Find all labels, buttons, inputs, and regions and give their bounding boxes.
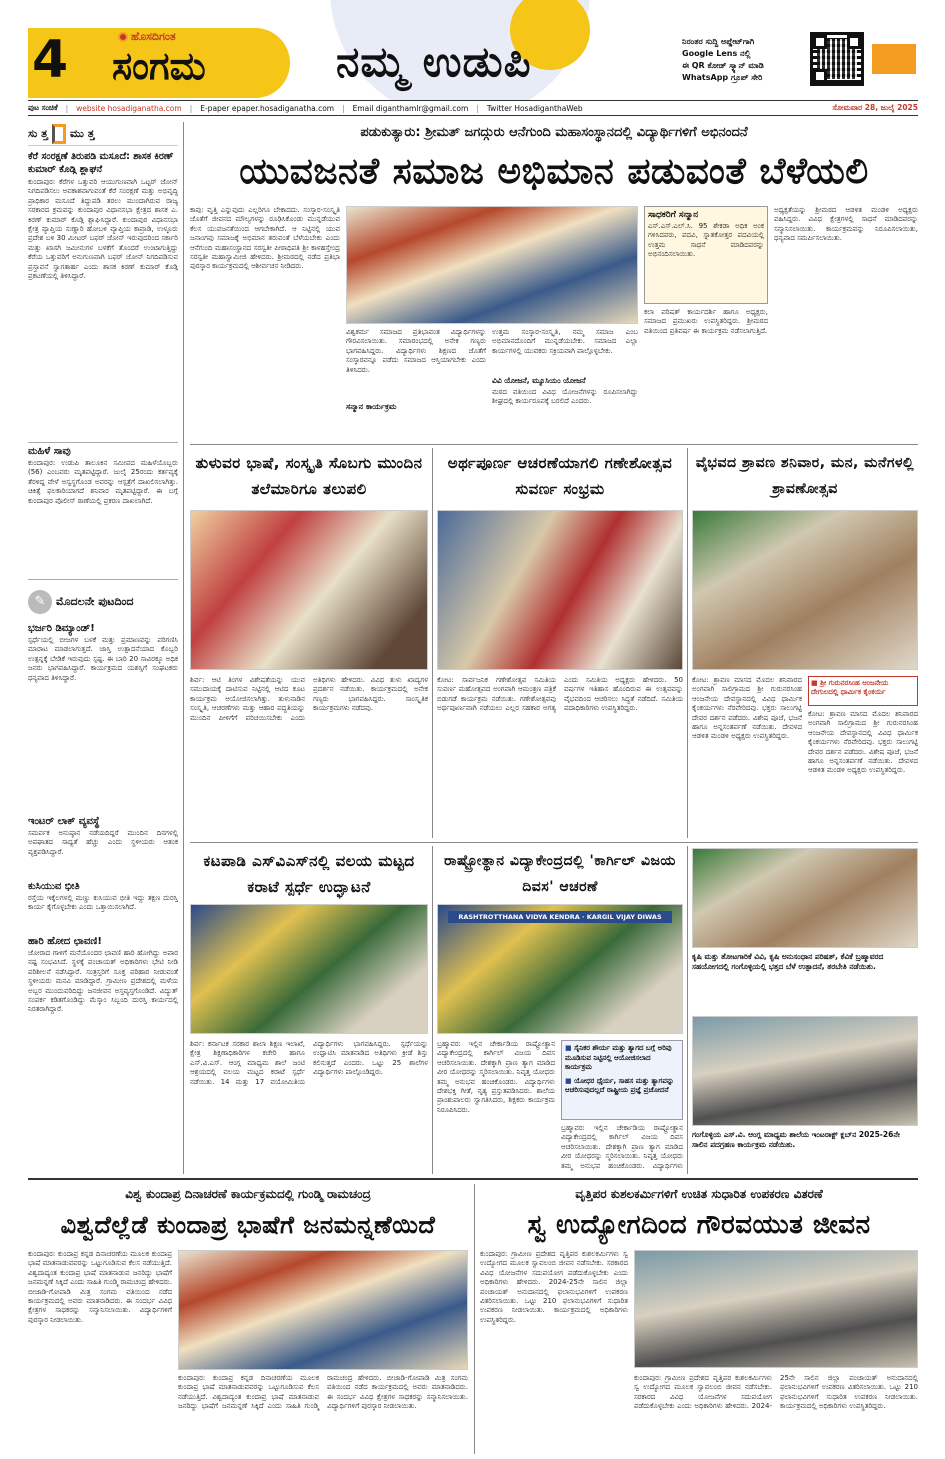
lead-sub-2: ವಿವಿ ಯೋಜನೆ, ಮ್ಯೂಸಿಯಂ ಯೋಜನೆ xyxy=(492,376,586,385)
story-caption-box xyxy=(808,676,918,706)
feature-photo-1 xyxy=(692,848,918,948)
email-link[interactable]: Email diganthamlr@gmail.com xyxy=(352,103,469,113)
continued-label: ಮೊದಲನೇ ಪುಟದಿಂದ xyxy=(56,594,134,608)
story-body: ಕೋಟ: ಸಾರ್ವಜನಿಕ ಗಣೇಶೋತ್ಸವ ಸಮಿತಿಯ ಸುವರ್ಣ ಮಹೋತ್ಸವದ ಅಂಗವಾಗಿ ಆಮಂತ್ರಣ ಪತ್ರಿಕೆ ಬಿಡುಗಡೆ ಕಾರ್ಯಕ್ರಮ ನಡೆಯಿತು. ಗಣೇಶೋತ್ಸವವು ಅರ್ಥಪೂರ್ಣವಾಗಿ ನಡೆಯಲು ಎಲ್ಲರ ಸಹಕಾರ ಅಗತ್ಯ ಎಂದು ಸಮಿತಿಯ ಅಧ್ಯಕ್ಷರು ಹೇಳಿದರು. 50 ವರ್ಷಗಳ ಇತಿಹಾಸ ಹೊಂದಿರುವ ಈ ಉತ್ಸವವನ್ನು ವೈಭವದಿಂದ ಆಚರಿಸಲು ಸಿದ್ಧತೆ ನಡೆದಿದೆ. ಸಮಿತಿಯ ಪದಾಧಿಕಾರಿಗಳು ಉಪಸ್ಥಿತರಿದ್ದರು. xyxy=(437,676,683,713)
highlight-box xyxy=(561,1040,683,1120)
caption-bullet-icon: ■ xyxy=(811,679,821,687)
lead-col-4: ಕಲಾ ಪರಿಷತ್ ಕಾರ್ಯದರ್ಶಿ ಹಾಗೂ ಅಧ್ಯಕ್ಷರು, ಸಮಾಜದ ಪ್ರಮುಖರು ಉಪಸ್ಥಿತರಿದ್ದರು. ಶ್ರೀಮಠದ ವತಿಯಿಂದ ಪ್ರತಿವರ್ಷ ಈ ಕಾರ್ಯಕ್ರಮ ನಡೆಸಲಾಗುತ್ತಿದೆ. xyxy=(644,308,768,335)
lead-col-3b: ಮಠದ ವತಿಯಿಂದ ವಿವಿಧ ಯೋಜನೆಗಳನ್ನು ರೂಪಿಸಲಾಗಿದ್ದು ಶೀಘ್ರದಲ್ಲಿ ಕಾರ್ಯರೂಪಕ್ಕೆ ಬರಲಿದೆ ಎಂದರು. xyxy=(492,388,638,406)
brand-large: ಸಂಗಮ xyxy=(112,44,206,88)
story-photo xyxy=(437,904,683,1034)
sidebar-item xyxy=(28,623,178,812)
lead-col-3: ಉತ್ತಮ ಸಂಸ್ಕಾರ-ಸಂಸ್ಕೃತಿ, ನಮ್ಮ ಸಮಾಜ ಎಂಬ ಅಭಿಮಾನದೊಂದಿಗೆ ಮುನ್ನಡೆಯಬೇಕು. ಸಮಾಜದ ಎಲ್ಲಾ ಕಾರ್ಯಗಳಲ್ಲಿ ಯುವಕರು ಸಕ್ರಿಯವಾಗಿ ಪಾಲ್ಗೊಳ್ಳಬೇಕು. xyxy=(492,328,638,355)
masthead-orange-block xyxy=(872,44,916,74)
bottom-divider xyxy=(28,1178,918,1180)
brand-logo-small xyxy=(118,30,176,44)
qr-promo xyxy=(682,36,812,84)
story-body: ಕುಂದಾಪುರ: ಗ್ರಾಮೀಣ ಪ್ರದೇಶದ ವೃತ್ತಿಪರ ಕುಶಲಕರ್ಮಿಗಳು ಸ್ವ ಉದ್ಯೋಗದ ಮೂಲಕ ಸ್ವಾವಲಂಬಿ ಜೀವನ ನಡೆಸಬೇಕು. ಸರಕಾರದ ವಿವಿಧ ಯೋಜನೆಗಳ ಸದುಪಯೋಗ ಪಡೆದುಕೊಳ್ಳಬೇಕು ಎಂದು ಅಧಿಕಾರಿಗಳು ಹೇಳಿದರು. 2024-25ನೇ ಸಾಲಿನ ಜಿಲ್ಲಾ ಪಂಚಾಯತ್ ಅನುದಾನದಲ್ಲಿ ಫಲಾನುಭವಿಗಳಿಗೆ ಉಪಕರಣ ವಿತರಿಸಲಾಯಿತು. ಒಟ್ಟು 210 ಫಲಾನುಭವಿಗಳಿಗೆ ಸುಧಾರಿತ ಉಪಕರಣ ನೀಡಲಾಯಿತು. ಕಾರ್ಯಕ್ರಮದಲ್ಲಿ ಅಧಿಕಾರಿಗಳು ಉಪಸ್ಥಿತರಿದ್ದರು. xyxy=(480,1250,628,1324)
story-body-cont: ಕೋಟ: ಶ್ರಾವಣ ಮಾಸದ ಮೊದಲ ಶನಿವಾರದ ಅಂಗವಾಗಿ ಸಾಲಿಗ್ರಾಮದ ಶ್ರೀ ಗುರುನರಸಿಂಹ ಆಂಜನೇಯ ದೇವಸ್ಥಾನದಲ್ಲಿ ವಿವಿಧ ಧಾರ್ಮಿಕ ಕೈಂಕರ್ಯಗಳು ನೆರವೇರಿದವು. ಭಕ್ತರು ಸಾಲುಗಟ್ಟಿ ದೇವರ ದರ್ಶನ ಪಡೆದರು. ವಿಶೇಷ ಪೂಜೆ, ಭಜನೆ ಹಾಗೂ ಅನ್ನಸಂತರ್ಪಣೆ ನಡೆಯಿತು. ದೇವಳದ ಆಡಳಿತ ಮಂಡಳಿ ಅಧ್ಯಕ್ಷರು ಉಪಸ್ಥಿತರಿದ್ದರು. xyxy=(808,710,918,775)
twitter-link[interactable]: Twitter HosadiganthaWeb xyxy=(486,103,583,113)
story-headline: ಸ್ವ ಉದ್ಯೋಗದಿಂದ ಗೌರವಯುತ ಜೀವನ xyxy=(527,1210,871,1240)
story-body: ಬ್ರಹ್ಮಾವರ: ಇಲ್ಲಿನ ಚೇರ್ಕಾಡಿಯ ರಾಷ್ಟ್ರೋತ್ಥಾನ ವಿದ್ಯಾಕೇಂದ್ರದಲ್ಲಿ ಕಾರ್ಗಿಲ್ ವಿಜಯ ದಿವಸ ಆಚರಿಸಲಾಯಿತು. ದೇಶಕ್ಕಾಗಿ ಪ್ರಾಣ ತ್ಯಾಗ ಮಾಡಿದ ವೀರ ಯೋಧರನ್ನು ಸ್ಮರಿಸಲಾಯಿತು. ನಿವೃತ್ತ ಯೋಧರು ತಮ್ಮ ಅನುಭವ ಹಂಚಿಕೊಂಡರು. ವಿದ್ಯಾರ್ಥಿಗಳು ದೇಶಭಕ್ತಿ ಗೀತೆ, ನೃತ್ಯ ಪ್ರಸ್ತುತಪಡಿಸಿದರು. ಶಾಲೆಯ ಪ್ರಾಂಶುಪಾಲರು ಸ್ವಾಗತಿಸಿದರು, ಶಿಕ್ಷಕರು ಕಾರ್ಯಕ್ರಮ ನಿರೂಪಿಸಿದರು. xyxy=(437,1040,555,1114)
pencil-icon: ✎ xyxy=(28,590,52,614)
section-tag: ಪುಟ ಸಂಚಿಕೆ xyxy=(28,103,58,112)
story-headline: ವಿಶ್ವದೆಲ್ಲೆಡೆ ಕುಂದಾಪ್ರ ಭಾಷೆಗೆ ಜನಮನ್ನಣೆಯಿದೆ xyxy=(60,1211,436,1239)
feature-caption-2: ಗಂಗೊಳ್ಳಿಯ ಎಸ್.ವಿ. ಆಂಗ್ಲ ಮಾಧ್ಯಮ ಶಾಲೆಯ ಇಂಟರಾಕ್ಟ್ ಕ್ಲಬ್‌ನ 2025-26ನೇ ಸಾಲಿನ ಪದಗ್ರಹಣ ಕಾರ್ಯಕ್ರಮ ನಡೆಯಿತು. xyxy=(692,1130,900,1149)
row-divider xyxy=(190,444,918,445)
sidebar-item-body: ಸ್ಪರ್ಧೆಯಲ್ಲಿ ಬೀಜಗಳ ಬಳಕೆ ಮತ್ತು ಪ್ರಮಾಣವನ್ನು ಪರಿಗಣಿಸಿ ಮಾರಾಟ ಮಾಡಲಾಗುತ್ತದೆ. ಜಾಸ್ತಿ ಉತ್ಪಾದನೆಯಾದ ಕೊಬ್ಬರಿ ಉತ್ಪನ್ನಕ್ಕೆ ಬೇಡಿಕೆ ಇರುವುದು ಸ್ಪಷ್ಟ. ಈ ಬಾರಿ 20 ಸಾವಿರಕ್ಕೂ ಅಧಿಕ ಜನರು ಭಾಗವಹಿಸಿದ್ದಾರೆ. ಕಾರ್ಯಕ್ರಮದ ಯಶಸ್ಸಿಗೆ ಸಂಘಟಕರು ಧನ್ಯವಾದ ತಿಳಿಸಿದ್ದಾರೆ. xyxy=(28,636,178,682)
sidebar-item xyxy=(28,936,178,1174)
brand-small-text: ಹೊಸದಿಗಂತ xyxy=(131,30,176,43)
highlight-item xyxy=(565,1077,679,1096)
sidebar-continued-banner xyxy=(28,579,178,619)
story-photo xyxy=(634,1250,918,1368)
col-divider xyxy=(432,448,433,838)
epaper-link[interactable]: E-paper epaper.hosadiganatha.com xyxy=(200,103,335,113)
promo-line-2: Google Lens ನಲ್ಲಿ xyxy=(682,49,751,58)
sidebar-item-body: ರಸ್ತೆಯ ಇಕ್ಕೆಲಗಳಲ್ಲಿ ಮಣ್ಣು ಕುಸಿಯುವ ಭೀತಿ ಇದ್ದು ತಕ್ಷಣ ದುರಸ್ತಿ ಕಾರ್ಯ ಕೈಗೊಳ್ಳಬೇಕು ಎಂದು ಒತ್ತಾಯಿಸಲಾಗಿದೆ. xyxy=(28,894,178,912)
sidebar-item xyxy=(28,816,178,877)
sidebar-divider xyxy=(183,122,184,1174)
story-kundapra xyxy=(28,1184,468,1454)
frame-icon xyxy=(52,124,66,144)
story-headline: ತುಳುವರ ಭಾಷೆ, ಸಂಸ್ಕೃತಿ ಸೊಬಗು ಮುಂದಿನ ತಲೆಮಾರಿಗೂ ತಲುಪಲಿ xyxy=(195,454,423,498)
story-kargil xyxy=(437,846,683,1174)
sidebar-item xyxy=(28,150,178,436)
story-photo xyxy=(190,904,428,1034)
sidebar-item-title: ಕುಸಿಯುವ ಭೀತಿ xyxy=(28,881,80,892)
sidebar-item-title: ಹಾರಿ ಹೋದ ಛಾವಣಿ! xyxy=(28,936,102,947)
story-headline: ಕಟಪಾಡಿ ಎಸ್‌ವಿಎಸ್‌ನಲ್ಲಿ ವಲಯ ಮಟ್ಟದ ಕರಾಟೆ ಸ್ಪರ್ಧೆ ಉದ್ಘಾಟನೆ xyxy=(203,852,415,896)
lead-col-2: ವಿಶ್ವಕರ್ಮ ಸಮಾಜದ ಪ್ರತಿಭಾವಂತ ವಿದ್ಯಾರ್ಥಿಗಳನ್ನು ಗೌರವಿಸಲಾಯಿತು. ಸಮಾರಂಭದಲ್ಲಿ ಅನೇಕ ಗಣ್ಯರು ಭಾಗವಹಿಸಿದ್ದರು. ವಿದ್ಯಾರ್ಥಿಗಳು ಶಿಕ್ಷಣದ ಜೊತೆಗೆ ಸಂಸ್ಕಾರವನ್ನೂ ಪಡೆದು ಸಮಾಜದ ಆಸ್ತಿಯಾಗಬೇಕು ಎಂದು ತಿಳಿಸಿದರು. xyxy=(346,328,486,374)
promo-line-3: ಈ QR ಕೋಡ್ ಸ್ಕ್ಯಾನ್ ಮಾಡಿ xyxy=(682,61,764,70)
story-body: ಶಿರ್ವ: ಆಟಿ ತಿಂಗಳ ವಿಶೇಷತೆಯನ್ನು ಯುವ ಸಮುದಾಯಕ್ಕೆ ದಾಟಿಸುವ ನಿಟ್ಟಿನಲ್ಲಿ ಆಟಿದ ಕೂಟ ಕಾರ್ಯಕ್ರಮ ಆಯೋಜಿಸಲಾಗಿತ್ತು. ತುಳುನಾಡಿನ ಸಂಸ್ಕೃತಿ, ಆಚರಣೆಗಳು ಮತ್ತು ಆಹಾರ ಪದ್ಧತಿಯನ್ನು ಮುಂದಿನ ಪೀಳಿಗೆಗೆ ಪರಿಚಯಿಸಬೇಕು ಎಂದು ಅತಿಥಿಗಳು ಹೇಳಿದರು. ವಿವಿಧ ತುಳು ಖಾದ್ಯಗಳ ಪ್ರದರ್ಶನ ನಡೆಯಿತು. ಕಾರ್ಯಕ್ರಮದಲ್ಲಿ ಅನೇಕ ಗಣ್ಯರು ಭಾಗವಹಿಸಿದ್ದರು. ಸಾಂಸ್ಕೃತಿಕ ಕಾರ್ಯಕ್ರಮಗಳು ನಡೆದವು. xyxy=(190,676,428,722)
info-bar: ಪುಟ ಸಂಚಿಕೆ | website hosadiganatha.com | E-paper epaper.hosadiganatha.com | Email diganthamlr@gmail.com | Twitter HosadiganthaWeb ಸೋಮವಾರ 28, ಜುಲೈ 2025 xyxy=(28,100,918,116)
sidebar-item xyxy=(28,881,178,932)
col-divider xyxy=(687,448,688,838)
sidebar xyxy=(28,122,178,1174)
sidebar-item-title: ಮಹಿಳೆ ಸಾವು xyxy=(28,446,71,457)
promo-line-1: ನಿರಂತರ ಸುದ್ದಿ ಅಪ್ಡೇಟ್‌ಗಾಗಿ xyxy=(682,37,755,46)
lead-box-body: ಎಸ್.ಎಸ್.ಎಲ್.ಸಿ. 95 ಶೇಕಡಾ ಅಧಿಕ ಅಂಕ ಗಳಿಸಿದವರು, ಪದವಿ, ಸ್ನಾತಕೋತ್ತರ ಪದವಿಯಲ್ಲಿ ಉತ್ತಮ ಸಾಧನೆ ಮಾಡಿದವರನ್ನು ಅಭಿನಂದಿಸಲಾಯಿತು. xyxy=(648,222,764,259)
lead-headline: ಯುವಜನತೆ ಸಮಾಜ ಅಭಿಮಾನ ಪಡುವಂತೆ ಬೆಳೆಯಲಿ xyxy=(239,151,869,192)
highlight-item xyxy=(565,1044,679,1073)
section-title: ನಮ್ಮ ಉಡುಪಿ xyxy=(336,37,532,86)
issue-date: ಸೋಮವಾರ 28, ಜುಲೈ 2025 xyxy=(832,103,918,112)
story-headline: ವೈಭವದ ಶ್ರಾವಣ ಶನಿವಾರ, ಮನ, ಮನೆಗಳಲ್ಲಿ ಶ್ರಾವಣೋತ್ಸವ xyxy=(695,455,915,497)
story-tulu xyxy=(190,448,428,838)
story-body-cont: ಕುಂದಾಪುರ: ಕುಂದಾಪ್ರ ಕನ್ನಡ ದಿನಾಚರಣೆಯ ಮೂಲಕ ಕುಂದಾಪ್ರ ಭಾಷೆ ಮಾತನಾಡುವವರನ್ನು ಒಟ್ಟುಗೂಡಿಸುವ ಕೆಲಸ ನಡೆಯುತ್ತಿದೆ. ವಿಶ್ವದಾದ್ಯಂತ ಕುಂದಾಪ್ರ ಭಾಷೆ ಮಾತನಾಡುವ ಜನರಿದ್ದು ಭಾಷೆಗೆ ಜನಮನ್ನಣೆ ಸಿಕ್ಕಿದೆ ಎಂದು ಸಾಹಿತಿ ಗುಂಡ್ಮಿ ರಾಮಚಂದ್ರ ಹೇಳಿದರು. ಬೀಜಾಡಿ-ಗೋಪಾಡಿ ಮಿತ್ರ ಸಂಗಮ ವತಿಯಿಂದ ನಡೆದ ಕಾರ್ಯಕ್ರಮದಲ್ಲಿ ಅವರು ಮಾತನಾಡಿದರು. ಈ ಸಂದರ್ಭ ವಿವಿಧ ಕ್ಷೇತ್ರಗಳ ಸಾಧಕರನ್ನು ಸನ್ಮಾನಿಸಲಾಯಿತು. ವಿದ್ಯಾರ್ಥಿಗಳಿಗೆ ಪುರಸ್ಕಾರ ನೀಡಲಾಯಿತು. xyxy=(178,1374,468,1411)
bullet-icon: ■ xyxy=(565,1044,575,1052)
page-number: 4 xyxy=(32,30,69,90)
story-shravana xyxy=(692,448,918,838)
sidebar-item-title: ಇಂಟರ್ ಲಾಕ್ ವ್ಯವಸ್ಥೆ xyxy=(28,816,100,827)
lead-col-5: ಅಧ್ಯಕ್ಷತೆಯನ್ನು ಶ್ರೀಮಠದ ಆಡಳಿತ ಮಂಡಳಿ ಅಧ್ಯಕ್ಷರು ವಹಿಸಿದ್ದರು. ವಿವಿಧ ಕ್ಷೇತ್ರಗಳಲ್ಲಿ ಸಾಧನೆ ಮಾಡಿದವರನ್ನು ಸನ್ಮಾನಿಸಲಾಯಿತು. ಕಾರ್ಯಕ್ರಮವನ್ನು ನಿರೂಪಿಸಲಾಯಿತು, ಧನ್ಯವಾದ ಸಮರ್ಪಿಸಲಾಯಿತು. xyxy=(774,206,918,243)
bullet-icon: ■ xyxy=(565,1076,575,1085)
photo-banner: RASHTROTTHANA VIDYA KENDRA · KARGIL VIJAY DIWAS xyxy=(448,911,672,923)
lead-col-1: ಕಾಪು: ವೃತ್ತಿ ಎನ್ನುವುದು ಎಲ್ಲರಿಗೂ ಬೇಕಾದದು. ಸಂಸ್ಕಾರ-ಸಂಸ್ಕೃತಿ ಜೊತೆಗೆ ಜೀವನದ ಮೌಲ್ಯಗಳನ್ನು ರೂಢಿಸಿಕೊಂಡು ಮುನ್ನಡೆಯುವ ಕೆಲಸ ಯುವಜನತೆಯಿಂದ ಆಗಬೇಕಾಗಿದೆ. ಆ ನಿಟ್ಟಿನಲ್ಲಿ ಯುವ ಜನಾಂಗವು ಸಮಾಜಕ್ಕೆ ಅಭಿಮಾನ ತರುವಂತೆ ಬೆಳೆಯಬೇಕು ಎಂದು ಆನೆಗುಂದಿ ಮಹಾಸಂಸ್ಥಾನದ ಸರಸ್ವತೀ ಪೀಠಾಧಿಪತಿ ಶ್ರೀ ಕಾಳಹಸ್ತೇಂದ್ರ ಸರಸ್ವತೀ ಮಹಾಸ್ವಾಮೀಜಿ ಹೇಳಿದರು. ಶ್ರೀಮಠದಲ್ಲಿ ನಡೆದ ಪ್ರತಿಭಾ ಪುರಸ್ಕಾರ ಕಾರ್ಯಕ್ರಮದಲ್ಲಿ ಆಶೀರ್ವಚನ ನೀಡಿದರು. xyxy=(190,206,340,271)
lead-box-title: ಸಾಧಕರಿಗೆ ಸನ್ಮಾನ xyxy=(648,210,699,220)
sidebar-item xyxy=(28,442,178,573)
sidebar-logo-left: ಸು ತ್ತ xyxy=(28,126,48,140)
story-body: ಕೋಟ: ಶ್ರಾವಣ ಮಾಸದ ಮೊದಲ ಶನಿವಾರದ ಅಂಗವಾಗಿ ಸಾಲಿಗ್ರಾಮದ ಶ್ರೀ ಗುರುನರಸಿಂಹ ಆಂಜನೇಯ ದೇವಸ್ಥಾನದಲ್ಲಿ ವಿವಿಧ ಧಾರ್ಮಿಕ ಕೈಂಕರ್ಯಗಳು ನೆರವೇರಿದವು. ಭಕ್ತರು ಸಾಲುಗಟ್ಟಿ ದೇವರ ದರ್ಶನ ಪಡೆದರು. ವಿಶೇಷ ಪೂಜೆ, ಭಜನೆ ಹಾಗೂ ಅನ್ನಸಂತರ್ಪಣೆ ನಡೆಯಿತು. ದೇವಳದ ಆಡಳಿತ ಮಂಡಳಿ ಅಧ್ಯಕ್ಷರು ಉಪಸ್ಥಿತರಿದ್ದರು. xyxy=(692,676,802,741)
brand-emblem-icon xyxy=(118,32,128,42)
col-divider xyxy=(687,846,688,1174)
story-headline: ರಾಷ್ಟ್ರೋತ್ಥಾನ ವಿದ್ಯಾಕೇಂದ್ರದಲ್ಲಿ 'ಕಾರ್ಗಿಲ್ ವಿಜಯ ದಿವಸ' ಆಚರಣೆ xyxy=(444,853,676,895)
sidebar-item-body: ಜೋರಾದ ಗಾಳಿಗೆ ಮನೆಯೊಂದರ ಛಾವಣಿ ಹಾರಿ ಹೋಗಿದ್ದು ಅಪಾರ ನಷ್ಟ ಸಂಭವಿಸಿದೆ. ಸ್ಥಳಕ್ಕೆ ಪಂಚಾಯತ್ ಅಧಿಕಾರಿಗಳು ಭೇಟಿ ನೀಡಿ ಪರಿಶೀಲನೆ ನಡೆಸಿದ್ದಾರೆ. ಸಂತ್ರಸ್ತರಿಗೆ ಸೂಕ್ತ ಪರಿಹಾರ ನೀಡುವಂತೆ ಸ್ಥಳೀಯರು ಮನವಿ ಮಾಡಿದ್ದಾರೆ. ಗ್ರಾಮೀಣ ಪ್ರದೇಶದಲ್ಲಿ ಮಳೆಯ ಅಬ್ಬರ ಮುಂದುವರಿದಿದ್ದು ಜನಜೀವನ ಅಸ್ತವ್ಯಸ್ತಗೊಂಡಿದೆ. ವಿದ್ಯುತ್ ಸಂಪರ್ಕ ಕಡಿತಗೊಂಡಿದ್ದು ಮೆಸ್ಕಾಂ ಸಿಬ್ಬಂದಿ ದುರಸ್ತಿ ಕಾರ್ಯದಲ್ಲಿ ನಿರತರಾಗಿದ್ದಾರೆ. xyxy=(28,949,178,1014)
story-ganeshotsava xyxy=(437,448,683,838)
story-photo xyxy=(437,510,683,670)
lead-sub-1: ಸನ್ಮಾನ ಕಾರ್ಯಕ್ರಮ xyxy=(346,402,397,411)
story-kicker: ವೃತ್ತಿಪರ ಕುಶಲಕರ್ಮಿಗಳಿಗೆ ಉಚಿತ ಸುಧಾರಿತ ಉಪಕರಣ ವಿತರಣೆ xyxy=(575,1187,823,1201)
story-headline: ಅರ್ಥಪೂರ್ಣ ಆಚರಣೆಯಾಗಲಿ ಗಣೇಶೋತ್ಸವ ಸುವರ್ಣ ಸಂಭ್ರಮ xyxy=(447,454,673,498)
story-photo xyxy=(178,1250,468,1370)
lead-story xyxy=(190,122,918,440)
highlight-text: ಸೈನಿಕರ ಶೌರ್ಯ ಮತ್ತು ತ್ಯಾಗದ ಬಗ್ಗೆ ಅರಿವು ಮೂಡಿಸುವ ನಿಟ್ಟಿನಲ್ಲಿ ಆಯೋಜಿಸಲಾದ ಕಾರ್ಯಕ್ರಮ xyxy=(565,1044,672,1071)
story-body-cont: ಬ್ರಹ್ಮಾವರ: ಇಲ್ಲಿನ ಚೇರ್ಕಾಡಿಯ ರಾಷ್ಟ್ರೋತ್ಥಾನ ವಿದ್ಯಾಕೇಂದ್ರದಲ್ಲಿ ಕಾರ್ಗಿಲ್ ವಿಜಯ ದಿವಸ ಆಚರಿಸಲಾಯಿತು. ದೇಶಕ್ಕಾಗಿ ಪ್ರಾಣ ತ್ಯಾಗ ಮಾಡಿದ ವೀರ ಯೋಧರನ್ನು ಸ್ಮರಿಸಲಾಯಿತು. ನಿವೃತ್ತ ಯೋಧರು ತಮ್ಮ ಅನುಭವ ಹಂಚಿಕೊಂಡರು. ವಿದ್ಯಾರ್ಥಿಗಳು xyxy=(561,1124,683,1170)
row-divider xyxy=(190,842,918,843)
lead-box xyxy=(644,206,768,304)
sidebar-item-body: ಸಮರ್ಪಕ ಅನುಷ್ಠಾನ ನಡೆಯದಿದ್ದರೆ ಮುಂದಿನ ದಿನಗಳಲ್ಲಿ ಅಪಘಾತದ ಸಾಧ್ಯತೆ ಹೆಚ್ಚು ಎಂದು ಸ್ಥಳೀಯರು ಆತಂಕ ವ್ಯಕ್ತಪಡಿಸಿದ್ದಾರೆ. xyxy=(28,829,178,856)
story-caption: ಶ್ರೀ ಗುರುನರಸಿಂಹ ಆಂಜನೇಯ ದೇಗುಲದಲ್ಲಿ ಧಾರ್ಮಿಕ ಕೈಂಕರ್ಯ xyxy=(811,679,889,696)
sidebar-item-body: ಕುಂದಾಪುರ: ಕೆರೆಗಳ ಒತ್ತುವರಿ ಆಯುಗುಣವಾಗಿ ಒಟ್ಟರ್ ಜೋನ್ ನಿಗದಿಪಡಿಸಲು ಅವಕಾಶವಾಗುವಂತೆ ಕೆರೆ ಸಂರಕ್ಷಣೆ ಮತ್ತು ಅಭಿವೃದ್ಧಿ ಪ್ರಾಧಿಕಾರ ಮಸೂದೆ ತಿದ್ದುಪಡಿ ತರಲು ಮುಂದಾಗಿರುವ ರಾಜ್ಯ ಸರಕಾರದ ಕ್ರಮವನ್ನು ಕುಂದಾಪುರ ವಿಧಾನಸಭಾ ಕ್ಷೇತ್ರದ ಶಾಸಕ ಎ. ಕಿರಣ್ ಕುಮಾರ್ ಕೊಡ್ಗಿ ಶ್ಲಾಘಿಸಿದ್ದಾರೆ. ಕುಂದಾಪುರ ವಿಧಾನಸಭಾ ಕ್ಷೇತ್ರ ವ್ಯಾಪ್ತಿಯ ಸುಣ್ಣಾರಿ ಹೋಬಳಿ ವ್ಯಾಪ್ತಿಯ ಕಾವ್ರಾಡಿ, ಉಳ್ಳೂರು ಪ್ರದೇಶ ಬಳಿ 30 ಮೀಟರ್ ಬಫರ್ ಜೋನ್ ಇರುವುದರಿಂದ ಸರ್ಕಾರಿ ಮತ್ತು ಖಾಸಗಿ ಜಮೀನುಗಳ ಬಳಕೆಗೆ ತೊಂದರೆ ಉಂಟಾಗುತ್ತಿದ್ದು ಕೆರೆಯ ಒತ್ತುವರಿಗೆ ಅನುಗುಣವಾಗಿ ಬಫರ್ ಜೋನ್ ನಿಗದಿಪಡಿಸುವ ಪ್ರಸ್ತಾವನೆ ಸ್ವಾಗತಾರ್ಹ ಎಂದು ಶಾಸಕ ಕಿರಣ್ ಕುಮಾರ್ ಕೊಡ್ಗಿ ಪ್ರಕಟಣೆಯಲ್ಲಿ ತಿಳಿಸಿದ್ದಾರೆ. xyxy=(28,178,178,281)
feature-caption-1: ಕೃಷಿ ಮತ್ತು ತೋಟಗಾರಿಕೆ ವಿವಿ, ಕೃಷಿ ಅನುಸಂಧಾನ ಪರಿಷತ್, ಕೆವಿಕೆ ಬ್ರಹ್ಮಾವರದ ಸಹಯೋಗದಲ್ಲಿ ಗಂಗೊಳ್ಳಿಯಲ್ಲಿ ಭತ್ತದ ಬೆಳೆ ಉತ್ಪಾದನೆ, ತರಬೇತಿ ನಡೆಯಿತು. xyxy=(692,952,884,971)
story-kicker: ವಿಶ್ವ ಕುಂದಾಪ್ರ ದಿನಾಚರಣೆ ಕಾರ್ಯಕ್ರಮದಲ್ಲಿ ಗುಂಡ್ಮಿ ರಾಮಚಂದ್ರ xyxy=(125,1187,371,1201)
story-body: ಕುಂದಾಪುರ: ಕುಂದಾಪ್ರ ಕನ್ನಡ ದಿನಾಚರಣೆಯ ಮೂಲಕ ಕುಂದಾಪ್ರ ಭಾಷೆ ಮಾತನಾಡುವವರನ್ನು ಒಟ್ಟುಗೂಡಿಸುವ ಕೆಲಸ ನಡೆಯುತ್ತಿದೆ. ವಿಶ್ವದಾದ್ಯಂತ ಕುಂದಾಪ್ರ ಭಾಷೆ ಮಾತನಾಡುವ ಜನರಿದ್ದು ಭಾಷೆಗೆ ಜನಮನ್ನಣೆ ಸಿಕ್ಕಿದೆ ಎಂದು ಸಾಹಿತಿ ಗುಂಡ್ಮಿ ರಾಮಚಂದ್ರ ಹೇಳಿದರು. ಬೀಜಾಡಿ-ಗೋಪಾಡಿ ಮಿತ್ರ ಸಂಗಮ ವತಿಯಿಂದ ನಡೆದ ಕಾರ್ಯಕ್ರಮದಲ್ಲಿ ಅವರು ಮಾತನಾಡಿದರು. ಈ ಸಂದರ್ಭ ವಿವಿಧ ಕ್ಷೇತ್ರಗಳ ಸಾಧಕರನ್ನು ಸನ್ಮಾನಿಸಲಾಯಿತು. ವಿದ್ಯಾರ್ಥಿಗಳಿಗೆ ಪುರಸ್ಕಾರ ನೀಡಲಾಯಿತು. xyxy=(28,1250,172,1324)
promo-line-4: WhatsApp ಗ್ರೂಪ್ ಸೇರಿ xyxy=(682,73,763,82)
feature-photo-2 xyxy=(692,1016,918,1126)
story-photo xyxy=(190,510,428,670)
lead-kicker: ಪಡುಕುತ್ಯಾರು: ಶ್ರೀಮತ್ ಜಗದ್ಗುರು ಆನೆಗುಂದಿ ಮಹಾಸಂಸ್ಥಾನದಲ್ಲಿ ವಿದ್ಯಾರ್ಥಿಗಳಿಗೆ ಅಭಿನಂದನೆ xyxy=(360,125,748,140)
masthead xyxy=(0,0,945,113)
website-link[interactable]: website hosadiganatha.com xyxy=(76,103,182,113)
story-body-cont: ಕುಂದಾಪುರ: ಗ್ರಾಮೀಣ ಪ್ರದೇಶದ ವೃತ್ತಿಪರ ಕುಶಲಕರ್ಮಿಗಳು ಸ್ವ ಉದ್ಯೋಗದ ಮೂಲಕ ಸ್ವಾವಲಂಬಿ ಜೀವನ ನಡೆಸಬೇಕು. ಸರಕಾರದ ವಿವಿಧ ಯೋಜನೆಗಳ ಸದುಪಯೋಗ ಪಡೆದುಕೊಳ್ಳಬೇಕು ಎಂದು ಅಧಿಕಾರಿಗಳು ಹೇಳಿದರು. 2024-25ನೇ ಸಾಲಿನ ಜಿಲ್ಲಾ ಪಂಚಾಯತ್ ಅನುದಾನದಲ್ಲಿ ಫಲಾನುಭವಿಗಳಿಗೆ ಉಪಕರಣ ವಿತರಿಸಲಾಯಿತು. ಒಟ್ಟು 210 ಫಲಾನುಭವಿಗಳಿಗೆ ಸುಧಾರಿತ ಉಪಕರಣ ನೀಡಲಾಯಿತು. ಕಾರ್ಯಕ್ರಮದಲ್ಲಿ ಅಧಿಕಾರಿಗಳು ಉಪಸ್ಥಿತರಿದ್ದರು. xyxy=(634,1374,918,1411)
sidebar-logo xyxy=(28,122,178,146)
qr-code[interactable] xyxy=(810,32,864,86)
lead-photo xyxy=(346,206,638,324)
story-body: ಶಿರ್ವ: ಕರ್ನಾಟಕ ಸರಕಾರ ಶಾಲಾ ಶಿಕ್ಷಣ ಇಲಾಖೆ, ಕ್ಷೇತ್ರ ಶಿಕ್ಷಣಾಧಿಕಾರಿಗಳ ಕಚೇರಿ ಹಾಗೂ ಎಸ್.ವಿ.ಎಸ್. ಆಂಗ್ಲ ಮಾಧ್ಯಮ ಶಾಲೆ ಜಂಟಿ ಆಶ್ರಯದಲ್ಲಿ ವಲಯ ಮಟ್ಟದ ಕರಾಟೆ ಸ್ಪರ್ಧೆ ನಡೆಯಿತು. 14 ಮತ್ತು 17 ವಯೋಮಿತಿಯ ವಿದ್ಯಾರ್ಥಿಗಳು ಭಾಗವಹಿಸಿದ್ದರು. ಸ್ಪರ್ಧೆಯನ್ನು ಉದ್ಘಾಟಿಸಿ ಮಾತನಾಡಿದ ಅತಿಥಿಗಳು ಕ್ರೀಡೆ ಶಿಸ್ತು ಕಲಿಸುತ್ತದೆ ಎಂದರು. ಒಟ್ಟು 25 ಶಾಲೆಗಳ ವಿದ್ಯಾರ್ಥಿಗಳು ಪಾಲ್ಗೊಂಡಿದ್ದರು. xyxy=(190,1040,428,1086)
highlight-text: ಯೋಧರ ಧೈರ್ಯ, ಸಾಹಸ ಮತ್ತು ತ್ಯಾಗವನ್ನು ಆಚರಿಸುವುದಲ್ಲದೆ ರಾಷ್ಟ್ರೀಯ ಪ್ರಜ್ಞೆ ಪ್ರಚೋದನೆ xyxy=(565,1076,674,1094)
sidebar-item-title: ಭರ್ಜರಿ ಡಿಮ್ಯಾಂಡ್! xyxy=(28,623,95,634)
story-photo xyxy=(692,510,918,670)
story-karate xyxy=(190,846,428,1174)
sidebar-item-title: ಕೆರೆ ಸಂರಕ್ಷಣೆ ತಿರುಪಡಿ ಮಸೂದೆ: ಶಾಸಕ ಕಿರಣ್ ಕುಮಾರ್ ಕೊಡ್ಗಿ ಶ್ಲಾಘನೆ xyxy=(28,151,174,175)
col-divider xyxy=(432,846,433,1174)
col-divider xyxy=(474,1184,475,1454)
photo-features xyxy=(692,846,918,1174)
sidebar-logo-right: ಮು ತ್ತ xyxy=(69,126,95,140)
story-tools xyxy=(480,1184,918,1454)
sidebar-item-body: ಕುಂದಾಪುರ: ಉಡುಪಿ ತಾಲೂಕಿನ ಸಮೀಪದ ಮಹಿಳೆಯೊಬ್ಬರು (56) ಎಂಬವರು ಮೃತಪಟ್ಟಿದ್ದಾರೆ. ಜುಲೈ 25ರಂದು ಕರ್ತವ್ಯಕ್ಕೆ ತೆರಳಿದ್ದ ವೇಳೆ ಅಸ್ವಸ್ಥಗೊಂಡ ಅವರನ್ನು ಆಸ್ಪತ್ರೆಗೆ ದಾಖಲಿಸಲಾಗಿತ್ತು. ಚಿಕಿತ್ಸೆ ಫಲಕಾರಿಯಾಗದೆ ಶನಿವಾರ ಮೃತಪಟ್ಟಿದ್ದಾರೆ. ಈ ಬಗ್ಗೆ ಕುಂದಾಪುರ ಪೊಲೀಸ್ ಠಾಣೆಯಲ್ಲಿ ಪ್ರಕರಣ ದಾಖಲಾಗಿದೆ. xyxy=(28,459,178,505)
